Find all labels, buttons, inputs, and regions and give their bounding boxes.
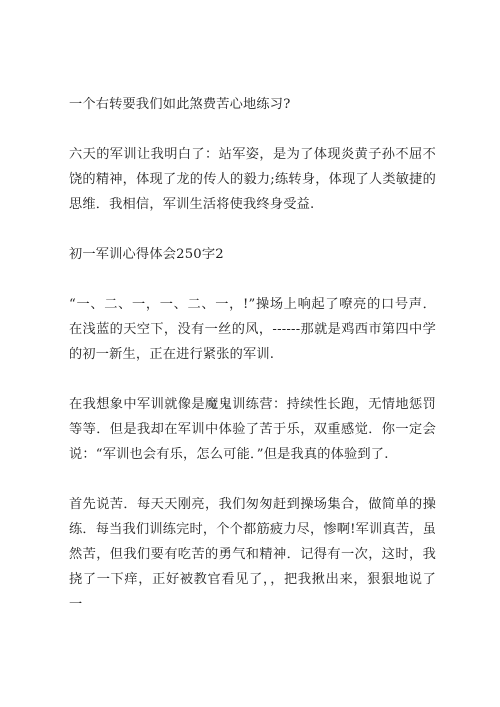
document-body (69, 92, 436, 642)
paragraph-question: 一个右转要我们如此煞费苦心地练习? (69, 97, 291, 112)
paragraph-intro: “一、二、一，一、二、一，!”操场上响起了嘹亮的口号声．在浅蓝的天空下，没有一丝的风，------那就是鸡西市第四中学的初一新生，正在进行紧张的军训. (69, 297, 436, 362)
paragraph-hardship: 首先说苦．每天天刚亮，我们匆匆赶到操场集合，做简单的操练．每当我们训练完时，个个都筋疲力尽，惨啊!军训真苦，虽然苦，但我们要有吃苦的勇气和精神．记得有一次，这时，我挠了一下痒，正好被教官看见了，，把我揪出来，狠狠地说了一 (69, 497, 436, 612)
paragraph-summary: 六天的军训让我明白了：站军姿，是为了体现炎黄子孙不屈不饶的精神，体现了龙的传人的毅力;练转身，体现了人类敏捷的思维．我相信，军训生活将使我终身受益. (69, 147, 436, 212)
paragraph-expectation: 在我想象中军训就像是魔鬼训练营：持续性长跑，无情地惩罚等等．但是我却在军训中体验了苦于乐，双重感觉．你一定会说：“军训也会有乐，怎么可能．”但是我真的体验到了. (69, 397, 436, 462)
section-heading: 初一军训心得体会250字2 (69, 247, 224, 262)
